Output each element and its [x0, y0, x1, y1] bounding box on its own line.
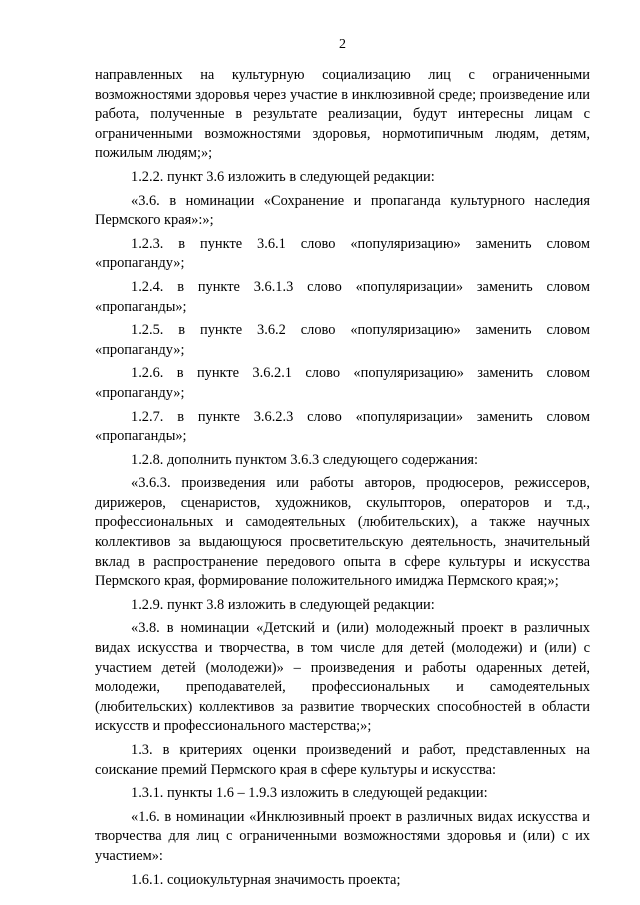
- paragraph: 1.6.1. социокультурная значимость проекта;: [131, 871, 401, 888]
- paragraph: 1.2.6. в пункте 3.6.2.1 слово «популяризацию» заменить словом «пропаганду»;: [95, 365, 590, 401]
- document-body: [95, 66, 590, 890]
- paragraph: 1.2.4. в пункте 3.6.1.3 слово «популяризации» заменить словом «пропаганды»;: [95, 278, 590, 315]
- paragraph: 1.3.1. пункты 1.6 – 1.9.3 изложить в следующей редакции:: [131, 785, 488, 802]
- paragraph: 1.2.3. в пункте 3.6.1 слово «популяризацию» заменить словом «пропаганду»;: [95, 235, 590, 272]
- paragraph: «3.6. в номинации «Сохранение и пропаганда культурного наследия Пермского края»:»;: [95, 192, 590, 229]
- paragraph: 1.2.8. дополнить пунктом 3.6.3 следующего содержания:: [131, 451, 478, 468]
- paragraph: 1.2.5. в пункте 3.6.2 слово «популяризацию» заменить словом «пропаганду»;: [95, 322, 590, 358]
- paragraph: «3.6.3. произведения или работы авторов, продюсеров, режиссеров, дирижеров, сценаристов, художников, скульпторов, операторов и т.д., профессиональных и самодеятельных (любительских), а также научных коллективов за выдающуюся просветительскую деятельность, значительный вклад в распространение передового опыта в сфере культуры и искусства Пермского края, формирование положительного имиджа Пермского края;»;: [95, 475, 590, 590]
- paragraph: 1.2.7. в пункте 3.6.2.3 слово «популяризации» заменить словом «пропаганды»;: [95, 408, 590, 445]
- paragraph: направленных на культурную социализацию лиц с ограниченными возможностями здоровья через участие в инклюзивной среде; произведение или работа, полученные в результате реализации, будут интересны лицам с ограниченными возможностями здоровья, нормотипичным людям, детям, пожилым людям;»;: [95, 67, 590, 162]
- page-number: 2: [339, 37, 346, 52]
- paragraph: 1.3. в критериях оценки произведений и работ, представленных на соискание премий Пермского края в сфере культуры и искусства:: [95, 742, 590, 778]
- paragraph: 1.2.9. пункт 3.8 изложить в следующей редакции:: [131, 596, 435, 613]
- paragraph: 1.2.2. пункт 3.6 изложить в следующей редакции:: [131, 168, 435, 185]
- paragraph: «1.6. в номинации «Инклюзивный проект в различных видах искусства и творчества для лиц с ограниченными возможностями здоровья и (или) с их участием»:: [95, 808, 590, 864]
- paragraph: «3.8. в номинации «Детский и (или) молодежный проект в различных видах искусства и творчества, в том числе для детей (молодежи) и (или) с участием детей (молодежи)» – произведения и работы одаренных детей, молодежи, преподавателей, профессиональных и самодеятельных (любительских) коллективов за развитие творческих способностей в области искусств и профессионального мастерства;»;: [95, 620, 590, 735]
